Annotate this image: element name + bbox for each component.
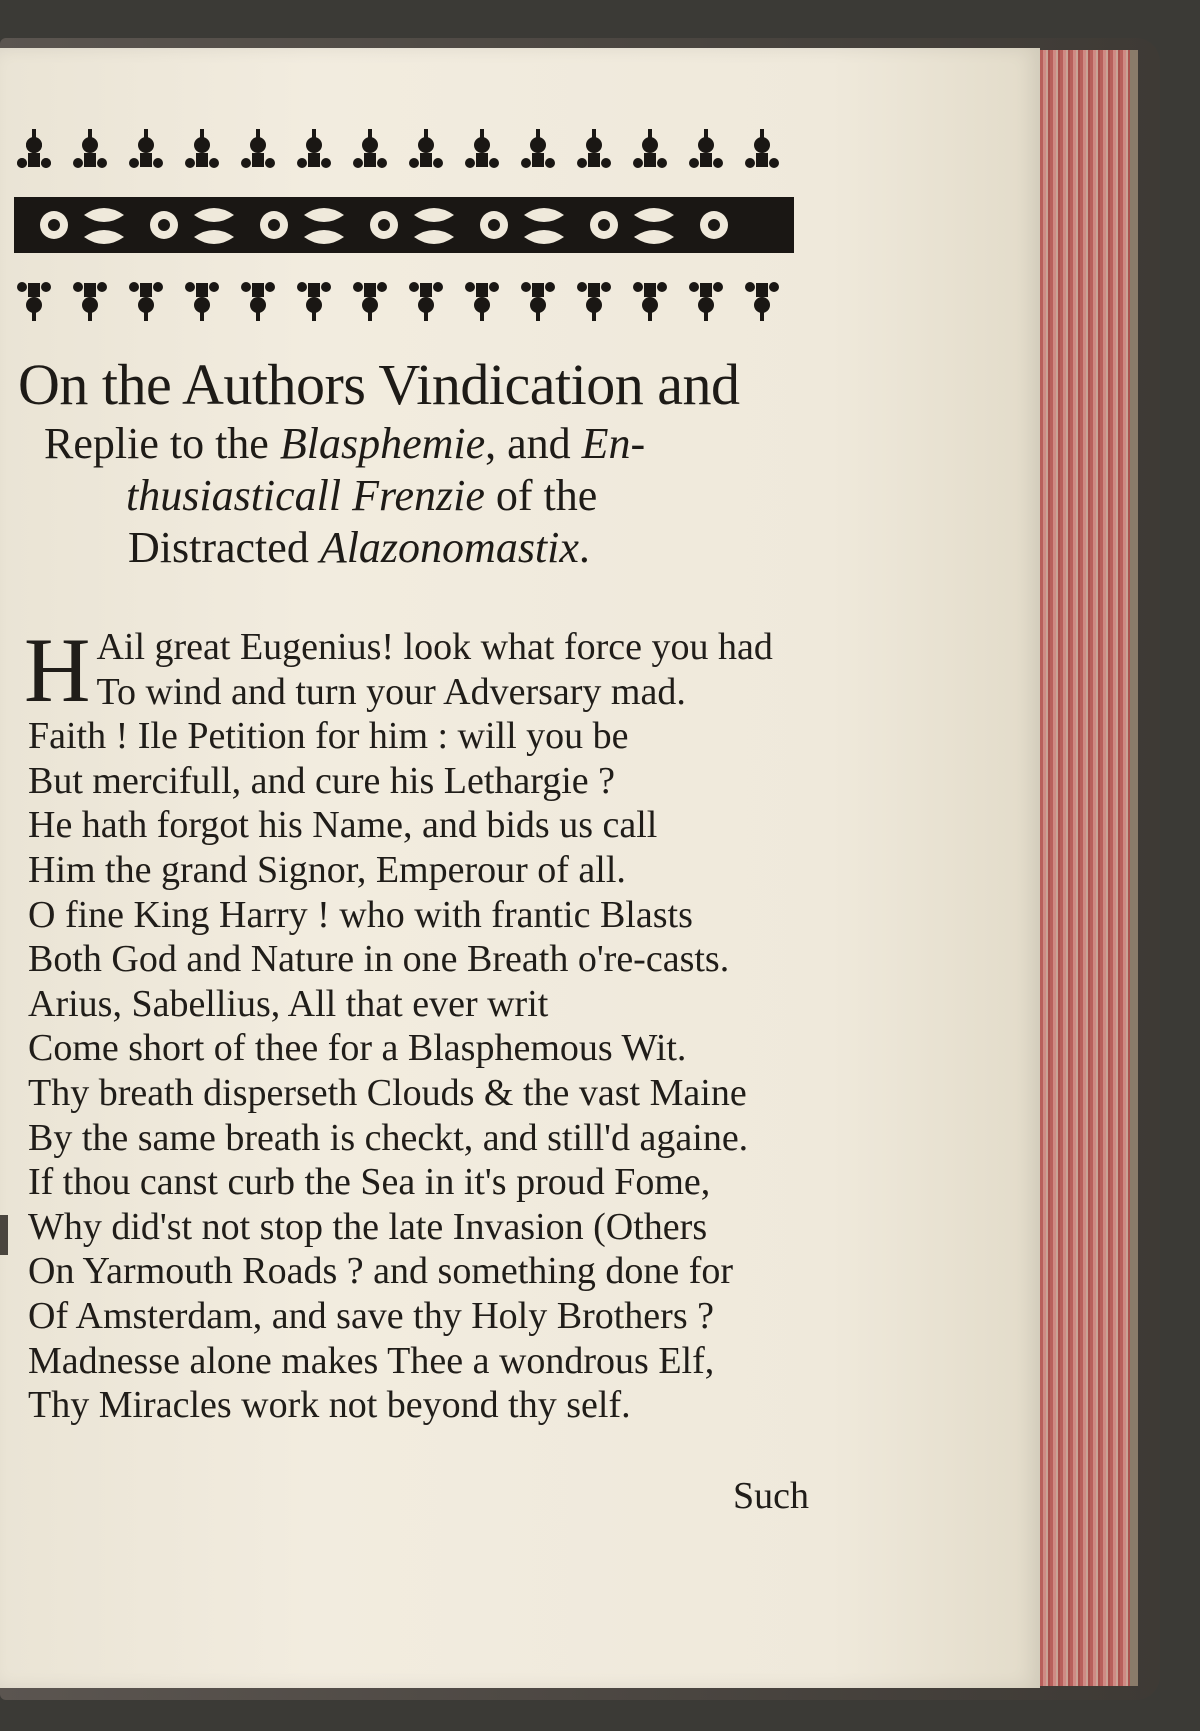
poem-line: To wind and turn your Adversary mad. [96, 670, 686, 713]
poem-line: Faith ! Ile Petition for him : will you be [28, 715, 629, 758]
heading-line-1: On the Authors Vindication and [18, 352, 740, 417]
heading-line-2 [18, 418, 798, 470]
poem-line: On Yarmouth Roads ? and something done for [28, 1250, 734, 1293]
heading-text: . [578, 523, 590, 572]
heading-line-3 [18, 470, 798, 522]
poem-line: He hath forgot his Name, and bids us call [28, 804, 658, 847]
ornament-band [14, 115, 794, 335]
poem-line: Thy breath dispersеth Clouds & the vast Maine [28, 1071, 747, 1114]
poem-line: Ail great Eugenius! look what force you had [96, 626, 773, 668]
poem-line: Come short of thee for a Blasphemous Wit. [28, 1027, 687, 1070]
poem-line: If thou canst curb the Sea in it's proud Fome, [28, 1161, 711, 1204]
heading-text: Distracted [128, 523, 320, 572]
poem-line: Thy Miracles work not beyond thy self. [28, 1384, 631, 1427]
poem-line: Why did'st not stop the late Invasion (Others [28, 1205, 708, 1248]
ornament-bottom-row [17, 282, 779, 321]
poem-line: Both God and Nature in one Breath o're-casts. [28, 938, 730, 981]
heading-line-4 [18, 522, 798, 574]
heading-italic: thusiasticall [126, 471, 342, 520]
poem-line: Madnesse alone makes Thee a wondrous Elf, [28, 1339, 715, 1382]
heading-italic: Alazonomastix [319, 523, 579, 572]
heading-italic: Blasphemie [279, 419, 486, 468]
poem-line: Him the grand Signor, Emperour of all. [28, 848, 626, 891]
poem-heading [18, 352, 798, 574]
heading-italic: En- [581, 419, 646, 468]
ornament-middle-row [14, 197, 794, 253]
heading-text: , and [485, 419, 582, 468]
poem-line: By the same breath is checkt, and still'd againe. [28, 1116, 749, 1159]
poem-body [24, 619, 828, 1428]
heading-italic: Frenzie [341, 471, 485, 520]
poem-line: Arius, Sabellius, All that ever writ [28, 982, 549, 1025]
drop-cap: H [24, 619, 91, 721]
binding-mark [0, 1215, 8, 1255]
poem-line: O fine King Harry ! who with frantic Blasts [28, 893, 693, 936]
heading-text: Replie to the [44, 419, 280, 468]
poem-line: But mercifull, and cure his Lethargie ? [28, 759, 616, 802]
catchword: Such [733, 1475, 809, 1517]
poem-line: Of Amsterdam, and save thy Holy Brothers ? [28, 1294, 714, 1337]
heading-text: of the [484, 471, 598, 520]
